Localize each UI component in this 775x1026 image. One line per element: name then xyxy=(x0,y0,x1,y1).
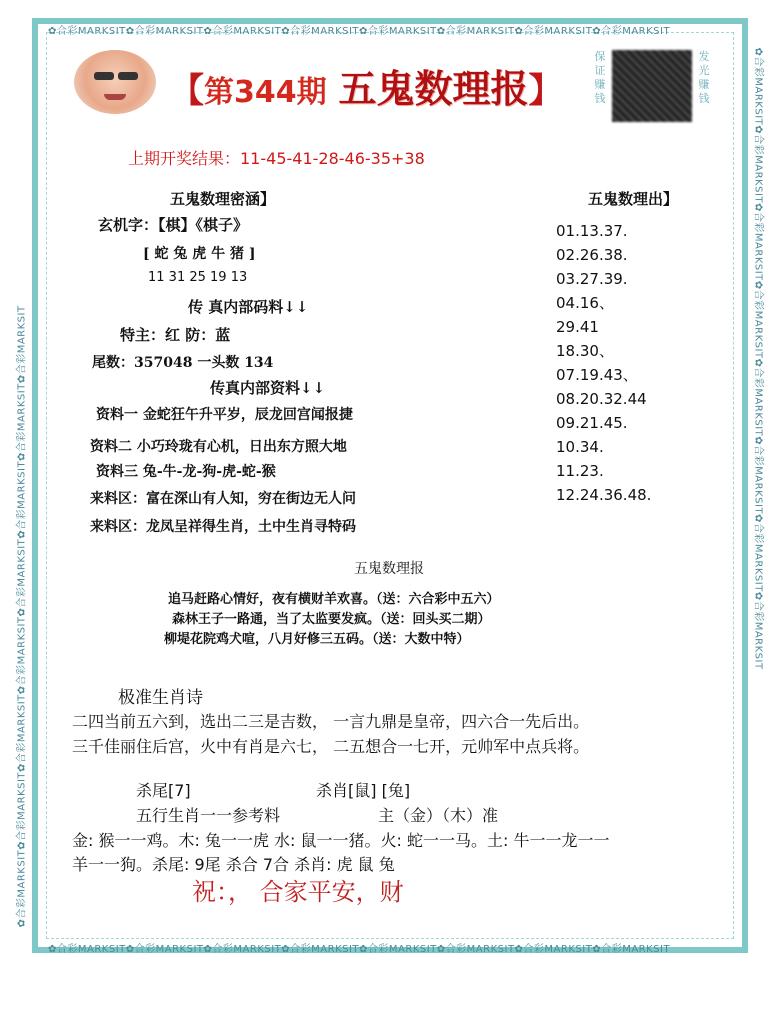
avatar-glasses-right xyxy=(118,72,138,80)
number-row: 08.20.32.44 xyxy=(556,390,647,408)
number-row: 04.16、 xyxy=(556,294,614,312)
sha-xiao: 杀肖[鼠] [兔] xyxy=(316,781,411,800)
zodiac-list: [ 蛇 兔 虎 牛 猪 ] xyxy=(143,246,256,262)
section2-line: 柳堤花院鸡犬喧，八月好修三五码。（送：大数中特） xyxy=(164,632,470,647)
ziliao-3: 资料三 兔-牛-龙-狗-虎-蛇-猴 xyxy=(96,464,276,480)
qr-code xyxy=(612,50,692,122)
left-heading: 五鬼数理密涵】 xyxy=(170,190,276,208)
xuanji-text: 玄机字：【棋】《棋子》 xyxy=(98,216,249,234)
weishu-text: 尾数：357048 一头数 134 xyxy=(92,355,274,371)
lailiao-2: 来料区：龙凤呈祥得生肖，土中生肖寻特码 xyxy=(90,519,356,535)
title-bracket-close: 】 xyxy=(528,71,563,111)
sha-wei: 杀尾[7] xyxy=(136,781,191,800)
section2-line: 追马赶路心情好，夜有横财羊欢喜。（送：六合彩中五六） xyxy=(168,592,500,607)
wuxing-line-2: 羊一一狗。杀尾: 9尾 杀合 7合 杀肖: 虎 鼠 兔 xyxy=(72,855,395,874)
number-list xyxy=(556,219,651,507)
paper-name: 五鬼数理报 xyxy=(338,67,529,111)
watermark-top: ✿合彩MARKSIT✿合彩MARKSIT✿合彩MARKSIT✿合彩MARKSIT✿合彩MARKSIT✿合彩MARKSIT✿合彩MARKSIT✿合彩MARKSIT xyxy=(48,26,671,37)
zhu-text: 主（金）（木）准 xyxy=(378,806,499,825)
wuxing-heading: 五行生肖一一参考料 xyxy=(136,806,281,825)
poem-heading: 极准生肖诗 xyxy=(118,688,203,708)
poem-line-2: 三千佳丽住后宫，火中有肖是六七， 二五想合一七开，元帅军中点兵将。 xyxy=(72,737,590,756)
section2-line: 森林王子一路通，当了太监要发疯。（送：回头买二期） xyxy=(172,612,491,627)
number-row: 18.30、 xyxy=(556,342,614,360)
watermark-left: ✿合彩MARKSIT✿合彩MARKSIT✿合彩MARKSIT✿合彩MARKSIT✿合彩MARKSIT✿合彩MARKSIT✿合彩MARKSIT✿合彩MARKSIT xyxy=(16,305,28,928)
number-row: 10.34. xyxy=(556,438,604,456)
page-title xyxy=(170,58,562,113)
ziliao-1: 资料一 金蛇狂午升平岁，辰龙回宫闻报捷 xyxy=(96,407,353,423)
section2-lines xyxy=(164,590,500,650)
watermark-bottom: ✿合彩MARKSIT✿合彩MARKSIT✿合彩MARKSIT✿合彩MARKSIT✿合彩MARKSIT✿合彩MARKSIT✿合彩MARKSIT✿合彩MARKSIT xyxy=(48,944,671,955)
tezhu-text: 特主：红 防：蓝 xyxy=(120,326,231,344)
blessing-text: 祝：， 合家平安，财 xyxy=(192,878,404,906)
number-row: 03.27.39. xyxy=(556,270,628,288)
stamp-left: 保证赚钱 xyxy=(594,50,606,105)
number-row: 01.13.37. xyxy=(556,222,628,240)
last-result: 上期开奖结果：11-45-41-28-46-35+38 xyxy=(128,149,425,168)
zodiac-numbers: 11 31 25 19 13 xyxy=(148,270,248,285)
right-heading: 五鬼数理出】 xyxy=(588,190,679,208)
number-row: 07.19.43、 xyxy=(556,366,638,384)
avatar xyxy=(74,50,156,114)
avatar-glasses-left xyxy=(94,72,114,80)
poem-line-1: 二四当前五六到，选出二三是吉数， 一言九鼎是皇帝，四六合一先后出。 xyxy=(72,712,590,731)
lailiao-1: 来料区：富在深山有人知，穷在街边无人问 xyxy=(90,491,356,507)
number-row: 11.23. xyxy=(556,462,604,480)
wuxing-line-1: 金: 猴一一鸡。木: 兔一一虎 水: 鼠一一猪。火: 蛇一一马。土: 牛一一龙一一 xyxy=(72,831,610,850)
number-row: 02.26.38. xyxy=(556,246,628,264)
fax-heading-1: 传 真内部码料↓↓ xyxy=(188,298,309,316)
number-row: 09.21.45. xyxy=(556,414,628,432)
watermark-right: ✿合彩MARKSIT✿合彩MARKSIT✿合彩MARKSIT✿合彩MARKSIT✿合彩MARKSIT✿合彩MARKSIT✿合彩MARKSIT✿合彩MARKSIT xyxy=(752,47,764,670)
fax-heading-2: 传真内部资料↓↓ xyxy=(210,379,326,397)
number-row: 12.24.36.48. xyxy=(556,486,652,504)
avatar-mouth xyxy=(104,94,126,100)
issue-number: 第344期 xyxy=(204,75,327,110)
title-bracket-open: 【 xyxy=(170,71,204,111)
number-row: 29.41 xyxy=(556,318,599,336)
section2-heading: 五鬼数理报 xyxy=(354,561,424,577)
ziliao-2: 资料二 小巧玲珑有心机，日出东方照大地 xyxy=(90,439,347,455)
stamp-right: 发光赚钱 xyxy=(698,50,710,105)
